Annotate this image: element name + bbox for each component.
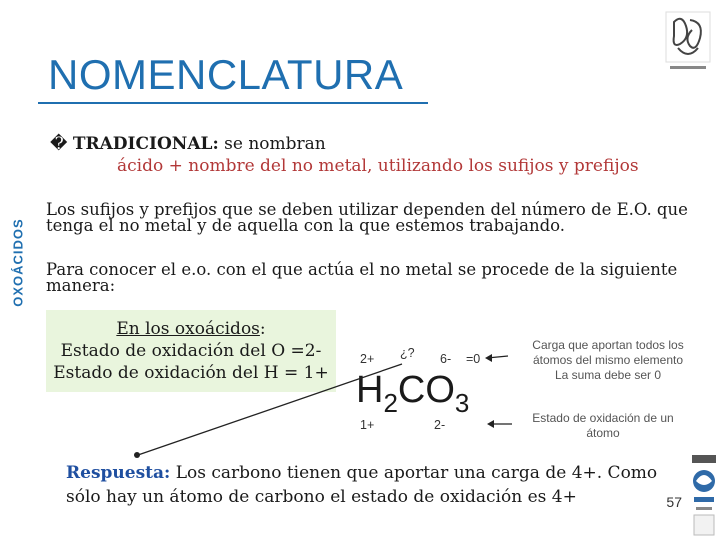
o-total-charge: 6- xyxy=(440,352,452,366)
box-heading: En los oxoácidos: xyxy=(116,319,266,339)
nomenclature-rule: ácido + nombre del no metal, utilizando los sufijos y prefijos xyxy=(117,156,639,176)
arrow-head-sum xyxy=(485,354,492,362)
chemical-formula: $H_2CO_3$ xyxy=(356,369,470,418)
paragraph-procedure: Para conocer el e.o. con el que actúa el no metal se procede de la siguiente manera: xyxy=(46,260,678,295)
h-total-charge: 2+ xyxy=(360,352,375,366)
term-text: se nombran xyxy=(218,134,326,154)
arrow-dot-answer xyxy=(134,452,140,458)
paragraph-suffixes: Los sufijos y prefijos que se deben utilizar dependen del número de E.O. que tenga el no metal y de aquella con la que estemos trabajando. xyxy=(46,200,688,235)
arrow-to-answer xyxy=(138,364,402,455)
institution-logo-icon xyxy=(690,455,718,537)
oxidation-note: Estado de oxidación de un átomo xyxy=(532,411,674,440)
sum-zero: =0 xyxy=(466,352,481,366)
answer-text: Respuesta: Los carbono tienen que aportar una carga de 4+. Como sólo hay un átomo de carbono el estado de oxidación es 4+ xyxy=(66,463,658,507)
charge-note: Carga que aportan todos los átomos del mismo elemento La suma debe ser 0 xyxy=(532,338,684,382)
c-unknown-charge: ¿? xyxy=(400,346,415,360)
box-line-oxygen: Estado de oxidación del O =2- xyxy=(60,341,322,361)
bullet-icon: � xyxy=(50,134,68,154)
answer-label: Respuesta: xyxy=(66,463,171,483)
box-line-hydrogen: Estado de oxidación del H = 1+ xyxy=(53,363,329,383)
h-atom-charge: 1+ xyxy=(360,418,375,432)
sidebar-label-text: OXOÁCIDOS xyxy=(10,218,26,307)
page-title-text: NOMENCLATURA xyxy=(48,51,404,98)
page-number: 57 xyxy=(666,494,682,510)
o-atom-charge: 2- xyxy=(434,418,446,432)
term-label: TRADICIONAL: xyxy=(72,134,219,154)
arrow-head-o xyxy=(487,420,494,428)
